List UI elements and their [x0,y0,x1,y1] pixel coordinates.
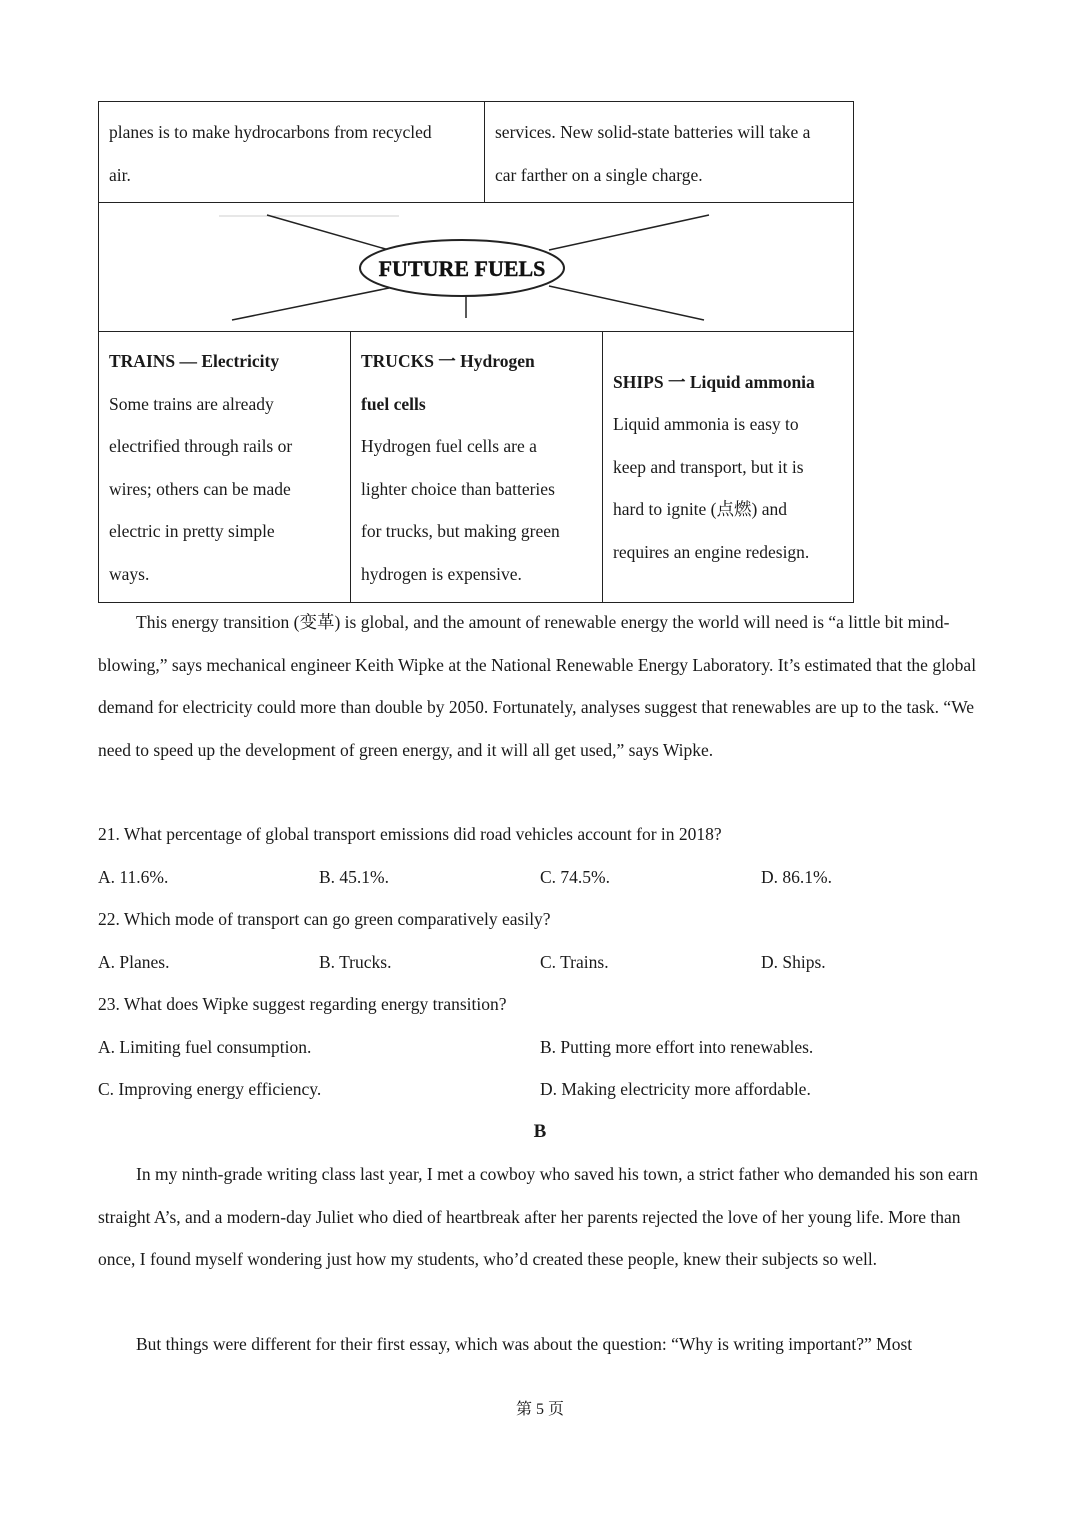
trucks-heading: fuel cells [361,393,426,414]
table-row [99,332,853,602]
question-22: 22. Which mode of transport can go green comparatively easily? [98,909,551,929]
text-line: electric in pretty simple [109,521,275,541]
text-line: Hydrogen fuel cells are a [361,436,537,456]
diagram-spoke [232,288,389,320]
option-b: B. Putting more effort into renewables. [540,1037,814,1057]
diagram-label: FUTURE FUELS [378,256,546,281]
page-number: 第 5 页 [515,1401,564,1418]
text-line: for trucks, but making green [361,521,560,541]
text-line: electrified through rails or [109,436,293,456]
text-line: wires; others can be made [109,478,291,499]
text-line: services. New solid-state batteries will take a [495,122,811,142]
text-line: planes is to make hydrocarbons from recycled [109,122,432,142]
option-c: C. Trains. [540,952,609,972]
option-c: C. 74.5%. [540,867,610,887]
diagram-spoke [549,215,709,250]
text-line: car farther on a single charge. [495,164,703,185]
text-line: Some trains are already [109,393,274,414]
ships-heading: SHIPS 一 Liquid ammonia [613,371,815,392]
paragraph-writing-class: In my ninth-grade writing class last year, I met a cowboy who saved his town, a strict father who demanded his son earn straight A’s, and a modern-day Juliet who died of heartbreak after her parents rejected the love of her young life. More than once, I found myself wondering just how my students, who’d created these people, knew their subjects so well. [98,1164,978,1269]
paragraph-first-essay: But things were different for their first essay, which was about the question: “Why is writing important?” Most [136,1334,913,1354]
option-b: B. 45.1%. [319,867,389,887]
diagram-spoke [267,215,389,250]
diagram-spoke [549,286,704,320]
trucks-heading: TRUCKS 一 Hydrogen [361,351,535,371]
trains-heading: TRAINS — Electricity [109,351,280,371]
text-line: hard to ignite (点燃) and [613,499,787,520]
text-line: Liquid ammonia is easy to [613,414,799,435]
option-b: B. Trucks. [319,952,392,972]
text-line: hydrogen is expensive. [361,563,522,584]
question-23: 23. What does Wipke suggest regarding energy transition? [98,994,507,1014]
planes-cell [99,102,484,202]
text-line: air. [109,164,131,185]
fuels-table [98,101,854,603]
text-line: ways. [109,563,150,584]
option-a: A. Limiting fuel consumption. [98,1037,312,1057]
paragraph-energy-transition: This energy transition (变革) is global, and the amount of renewable energy the world will need is “a little bit mind-blowing,” says mechanical engineer Keith Wipke at the National Renewable Energy Laboratory. It’s estimated that the global demand for electricity could more than double by 2050. Fortunately, analyses suggest that renewables are up to the task. “We need to speed up the development of green energy, and it will all get used,” says Wipke. [98,612,977,760]
trains-cell [99,332,350,602]
text-line: lighter choice than batteries [361,478,555,499]
option-d: D. 86.1%. [761,867,832,887]
section-heading-b: B [533,1121,547,1142]
table-row [99,102,853,203]
future-fuels-diagram [99,203,852,332]
text-line: keep and transport, but it is [613,456,804,477]
option-c: C. Improving energy efficiency. [98,1079,322,1099]
question-21: 21. What percentage of global transport emissions did road vehicles account for in 2018? [98,824,722,844]
trucks-cell [350,332,602,602]
diagram-row [99,203,853,332]
text-line: requires an engine redesign. [613,541,810,562]
cars-cell [484,102,853,202]
ships-cell [602,332,853,602]
option-a: A. Planes. [98,952,170,972]
option-d: D. Ships. [761,952,826,972]
option-a: A. 11.6%. [98,867,169,887]
option-d: D. Making electricity more affordable. [540,1079,811,1099]
